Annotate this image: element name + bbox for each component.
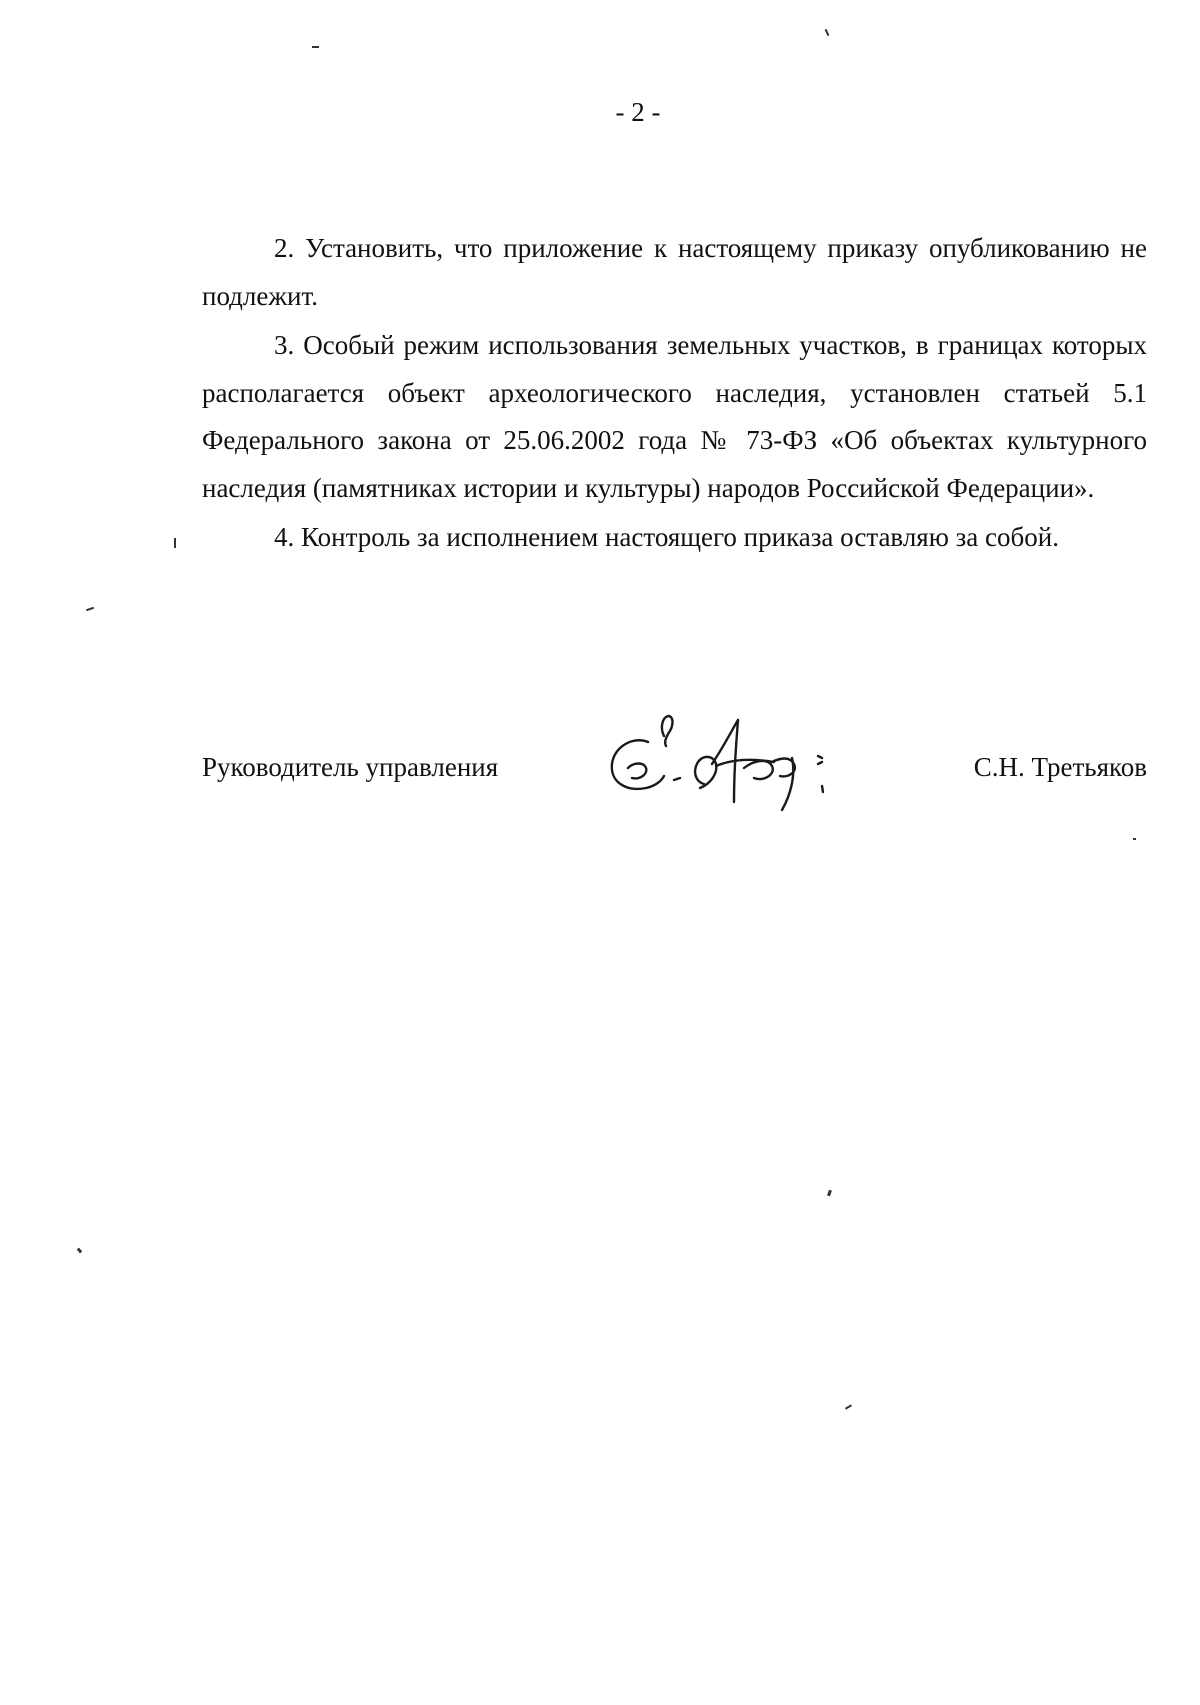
signatory-name: С.Н. Третьяков [973, 752, 1147, 782]
position-title: Руководитель управления [202, 752, 499, 782]
paragraph-4: 4. Контроль за исполнением настоящего приказа оставляю за собой. [274, 522, 1059, 552]
page-number: - 2 - [615, 97, 661, 127]
scan-speck [77, 1248, 83, 1254]
document-body [202, 225, 1147, 564]
scan-speck [827, 1190, 832, 1197]
paragraph-2: 2. Установить, что приложение к настоящему приказу опубликованию не подлежит. [202, 233, 1147, 311]
scan-speck [825, 29, 830, 36]
paragraph-3: 3. Особый режим использования земельных участков, в границах которых располагается объект археологического наследия, установлен статьей 5.1 Федерального закона от 25.06.2002 года № 73-ФЗ «Об объектах культурного наследия (памятниках истории и культуры) народов Российской Федерации». [202, 330, 1147, 503]
scan-speck [845, 1404, 852, 1409]
scan-speck [174, 538, 176, 548]
handwritten-signature [604, 706, 854, 826]
scan-speck [312, 46, 319, 48]
scan-speck [86, 607, 94, 612]
scan-speck [1133, 838, 1136, 840]
